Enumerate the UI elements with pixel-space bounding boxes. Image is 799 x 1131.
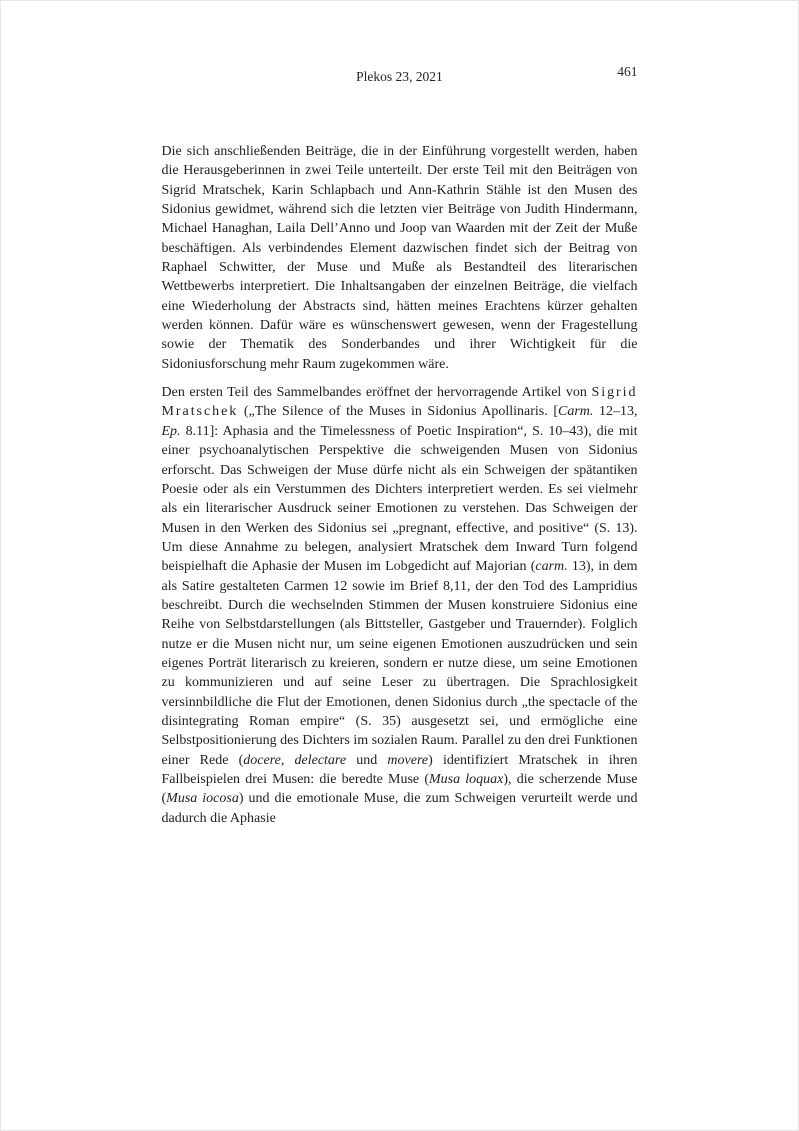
body-paragraph: Den ersten Teil des Sammelbandes eröffnet der hervorragende Artikel von Sigrid Mratschek („The Silence of the Muses in Sidonius Apollinaris. [Carm. 12–13, Ep. 8.11]: Aphasia and the Timelessness of Poetic Inspiration“, S. 10–43), die mit einer psychoanalytischen Perspektive die schweigenden Musen von Sidonius erforscht. Das Schweigen der Muse dürfe nicht als ein Schweigen der spätantiken Poesie oder als ein Verstummen des Dichters interpretiert werden. Es sei vielmehr als ein literarischer Ausdruck seiner Emotionen zu verstehen. Das Schweigen der Musen in den Werken des Sidonius sei „pregnant, effective, and positive“ (S. 13). Um diese Annahme zu belegen, analysiert Mratschek dem Inward Turn folgend beispielhaft die Aphasie der Musen im Lobgedicht auf Majorian (carm. 13), in dem als Satire gestalteten Carmen 12 sowie im Brief 8,11, der den Tod des Lampridius beschreibt. Durch die wechselnden Stimmen der Musen konstruiere Sidonius eine Reihe von Selbstdarstellungen (als Bittsteller, Gastgeber und Trauernder). Folglich nutze er die Musen nicht nur, um seine eigenen Emotionen auszudrücken und sein eigenes Porträt literarisch zu kreieren, sondern er nutze diese, um seine Emotionen zu kommunizieren und auf seine Leser zu übertragen. Die Sprachlosigkeit versinnbildliche die Flut der Emotionen, denen Sidonius durch „the spectacle of the disintegrating Roman empire“ (S. 35) ausgesetzt sei, und ermögliche eine Selbstpositionierung des Dichters im sozialen Raum. Parallel zu den drei Funktionen einer Rede (docere, delectare und movere) identifiziert Mratschek in ihren Fallbeispielen drei Musen: die beredte Muse (Musa loquax), die scherzende Muse (Musa iocosa) und die emotionale Muse, die zum Schweigen verurteilt werde und dadurch die Aphasie (161, 385, 638, 826)
page-content (161, 64, 638, 828)
body-paragraph: Die sich anschließenden Beiträge, die in der Einführung vorgestellt werden, haben die Herausgeberinnen in zwei Teile unterteilt. Der erste Teil mit den Beiträgen von Sigrid Mratschek, Karin Schlapbach und Ann-Kathrin Stähle ist den Musen des Sidonius gewidmet, während sich die letzten vier Beiträge von Judith Hindermann, Michael Hanaghan, Laila Dell’Anno und Joop van Waarden mit der Zeit der Muße beschäftigen. Als verbindendes Element dazwischen findet sich der Beitrag von Raphael Schwitter, der Muse und Muße als Bestandteil des literarischen Wettbewerbs interpretiert. Die Inhaltsangaben der einzelnen Beiträge, die vielfach eine Wiederholung der Abstracts sind, hätten meines Erachtens kürzer gehalten werden können. Dafür wäre es wünschenswert gewesen, wenn der Fragestellung sowie der Thematik des Sonderbandes und ihrer Wichtigkeit für die Sidoniusforschung mehr Raum zugekommen wäre. (161, 144, 638, 372)
page-number: 461 (617, 64, 638, 79)
journal-title: Plekos 23, 2021 (356, 69, 443, 84)
review-body (162, 142, 638, 828)
running-header (162, 64, 638, 85)
